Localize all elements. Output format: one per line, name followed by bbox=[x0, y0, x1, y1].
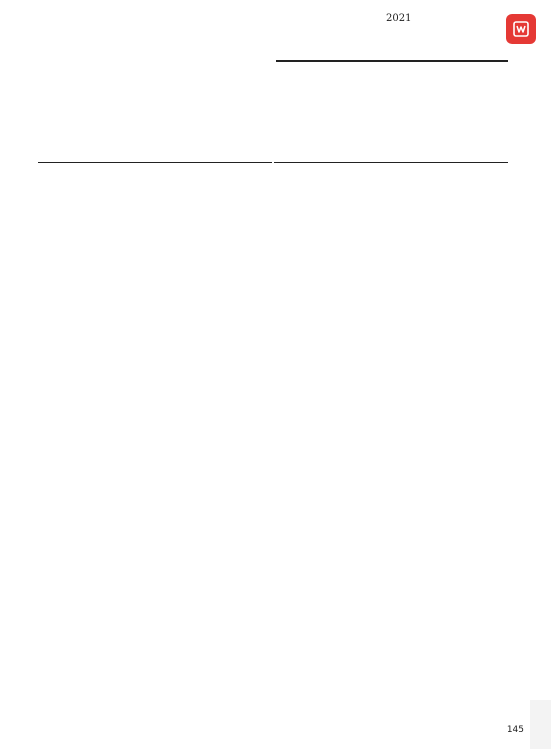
table-header-row bbox=[276, 61, 508, 62]
page-number: 145 bbox=[506, 725, 524, 735]
parameter-table bbox=[276, 60, 508, 62]
section-2-rule bbox=[38, 162, 272, 163]
section-3-rule bbox=[274, 162, 508, 163]
table-header-symbol bbox=[276, 61, 392, 62]
table-header-meaning bbox=[392, 61, 508, 62]
wechat-article-logo-icon[interactable] bbox=[506, 14, 536, 44]
right-column bbox=[276, 46, 508, 62]
logo-glyph-icon bbox=[511, 19, 531, 39]
page-edge bbox=[530, 700, 551, 749]
left-column bbox=[40, 46, 272, 60]
journal-year: 2021 bbox=[386, 12, 412, 24]
